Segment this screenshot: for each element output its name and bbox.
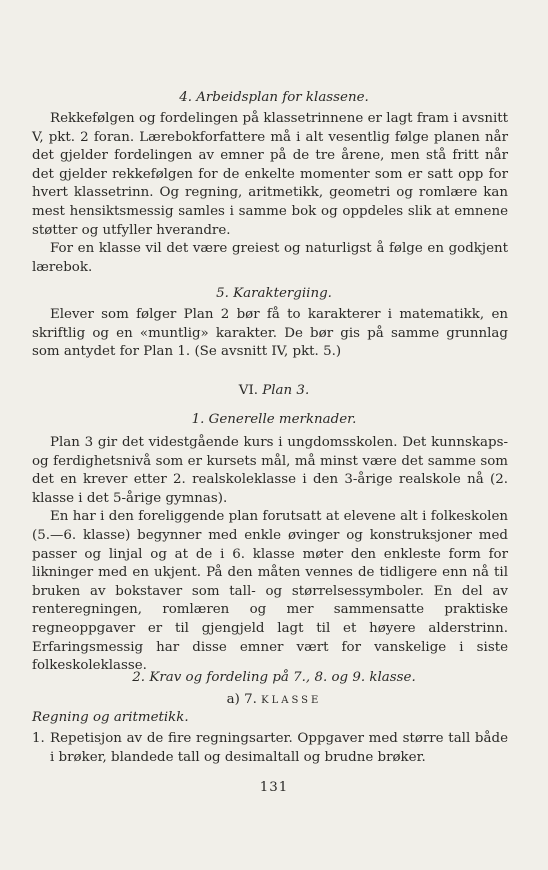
general-remarks-heading: 1. Generelle merknader. bbox=[191, 412, 357, 427]
chapter-vi-heading bbox=[0, 383, 548, 398]
section5-heading: 5. Karaktergiing. bbox=[216, 286, 332, 301]
chapter-vi-title: Plan 3. bbox=[262, 383, 310, 398]
list-item bbox=[32, 730, 508, 767]
class-7-label: KLASSE bbox=[261, 695, 322, 706]
section4-paragraph-2: For en klasse vil det være greiest og naturligst å følge en godkjent lærebok. bbox=[32, 241, 508, 275]
list-item-text: Repetisjon av de fire regningsarter. Oppgaver med større tall både i brøker, blandede tall og desimaltall og brudne brøker. bbox=[50, 731, 508, 765]
list-item-number: 1. bbox=[32, 731, 45, 746]
class-7-heading bbox=[0, 692, 548, 707]
section5-paragraph: Elever som følger Plan 2 bør få to karakterer i matematikk, en skriftlig og en «muntlig» karakter. De bør gis på samme grunnlag som antydet for Plan 1. (Se avsnitt IV, pkt. 5.) bbox=[32, 307, 508, 360]
chapter-vi-body bbox=[32, 434, 508, 676]
section4-heading: 4. Arbeidsplan for klassene. bbox=[179, 90, 369, 105]
section4-paragraph-1: Rekkefølgen og fordelingen på klassetrinnene er lagt fram i avsnitt V, pkt. 2 foran. Lærebokforfattere må i alt vesentlig følge planen når det gjelder fordelingen av emner på de tre årene, men stå fritt når det gjelder rekkefølgen for de enkelte momenter som er satt opp for hvert klassetrinn. Og regning, aritmetikk, geometri og romlære kan mest hensiktsmessig samles i samme bok og oppdeles slik at emnene støtter og utfyller hverandre. bbox=[32, 111, 508, 238]
section5-body bbox=[32, 306, 508, 362]
subject-heading: Regning og aritmetikk. bbox=[32, 710, 189, 725]
requirements-heading: 2. Krav og fordeling på 7., 8. og 9. klasse. bbox=[132, 670, 416, 685]
chapter-vi-paragraph-2: En har i den foreliggende plan forutsatt at elevene alt i folkeskolen (5.—6. klasse) begynner med enkle øvinger og konstruksjoner med passer og linjal og at de i 6. klasse møter den enkleste form for likninger med en ukjent. På den måten vennes de tidligere enn nå til bruken av bokstaver som tall- og størrelsessymboler. En del av renteregningen, romlæren og mer sammensatte praktiske regneoppgaver er til gjengjeld lagt til et høyere alderstrinn. Erfaringsmessig har disse emner vært for vanskelige i siste folkeskoleklasse. bbox=[32, 509, 508, 674]
chapter-vi-paragraph-1: Plan 3 gir det videstgående kurs i ungdomsskolen. Det kunnskaps- og ferdighetsnivå som er kursets mål, må minst være det samme som det en krever etter 2. realskoleklasse i den 3-årige realskole nå (2. klasse i det 5-årige gymnas). bbox=[32, 435, 508, 506]
class-7-prefix: a) 7. bbox=[226, 692, 257, 707]
chapter-vi-roman: VI. bbox=[238, 383, 258, 398]
page-number: 131 bbox=[259, 780, 289, 795]
section4-body bbox=[32, 110, 508, 277]
